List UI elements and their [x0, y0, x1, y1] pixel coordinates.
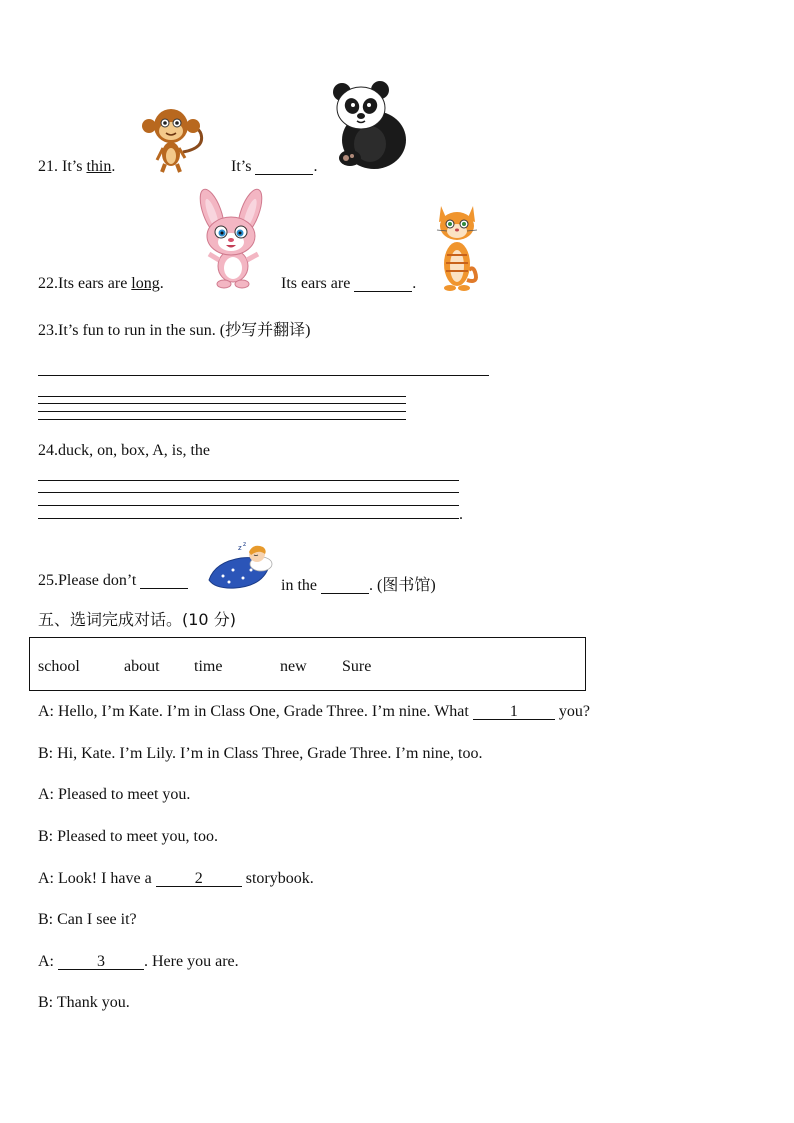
q25-prefix: 25.Please don’t: [38, 572, 137, 589]
dialog-blank-1[interactable]: [473, 704, 555, 720]
question-22-answer: [281, 275, 416, 293]
q25-answer-blank-2[interactable]: [321, 578, 369, 594]
q21-prefix-2: It’s: [231, 158, 252, 175]
dialog-blank-2[interactable]: [156, 871, 242, 887]
q22-word: long: [131, 275, 160, 292]
q21-number: 21.: [38, 158, 58, 175]
dialog-line-8: B: Thank you.: [38, 994, 130, 1011]
question-21: [38, 158, 115, 176]
cat-icon: [433, 200, 481, 292]
q21-dot: .: [111, 158, 116, 175]
dialog-line-3: A: Pleased to meet you.: [38, 786, 191, 803]
q23-answer-line-4[interactable]: [38, 411, 406, 412]
dialog-line-5: A: Look! I have a 2 storybook.: [38, 870, 314, 887]
svg-text:z: z: [243, 541, 247, 548]
word-box-item: school: [38, 658, 80, 675]
question-22: [38, 275, 164, 293]
monkey-icon: [135, 108, 210, 174]
dialog-blank-3[interactable]: [58, 954, 144, 970]
q24-text: 24.duck, on, box, A, is, the: [38, 442, 210, 459]
q21-prefix: It’s: [62, 158, 83, 175]
blank-number-1: 1: [509, 703, 518, 720]
q21-word: thin: [86, 158, 112, 175]
dialog-line-7: A: 3 . Here you are.: [38, 953, 239, 970]
q22-prefix-2: Its ears are: [281, 275, 351, 292]
q24-answer-line-1[interactable]: [38, 480, 459, 481]
rabbit-icon: [190, 188, 272, 290]
q25-end: . (图书馆): [369, 577, 436, 594]
q22-answer-blank[interactable]: [354, 276, 412, 292]
question-25-rest: [281, 572, 436, 595]
q21-dot-2: .: [313, 158, 318, 175]
blank-number-2: 2: [194, 870, 203, 887]
q24-answer-line-4[interactable]: [38, 518, 459, 519]
q25-middle: in the: [281, 577, 317, 594]
q23-answer-line-3[interactable]: [38, 403, 406, 404]
dialog-line-4: B: Pleased to meet you, too.: [38, 828, 218, 845]
question-21-answer: [231, 158, 317, 176]
word-box-item: time: [194, 658, 223, 675]
dialog-line-2: B: Hi, Kate. I’m Lily. I’m in Class Three, Grade Three. I’m nine, too.: [38, 745, 483, 762]
word-box-item: new: [280, 658, 307, 675]
q25-answer-blank-1[interactable]: [140, 573, 188, 589]
panda-icon: [328, 78, 408, 171]
q22-dot-2: .: [412, 275, 417, 292]
word-box: [29, 637, 586, 691]
dialog-line-1: A: Hello, I’m Kate. I’m in Class One, Grade Three. I’m nine. What 1 you?: [38, 703, 590, 720]
q23-answer-line-1[interactable]: [38, 375, 489, 376]
q23-answer-line-2[interactable]: [38, 396, 406, 397]
sleeping-child-icon: [205, 540, 275, 590]
question-24: [38, 442, 210, 460]
q23-text: 23.It’s fun to run in the sun. (抄写并翻译): [38, 322, 311, 339]
dialog-line-6: B: Can I see it?: [38, 911, 137, 928]
q23-answer-line-5[interactable]: [38, 419, 406, 420]
q21-answer-blank[interactable]: [255, 159, 313, 175]
section-5-title: 五、选词完成对话。(10 分): [38, 610, 236, 629]
svg-text:z: z: [238, 544, 242, 552]
q24-answer-line-3[interactable]: [38, 505, 459, 506]
q24-end-dot: .: [459, 506, 463, 523]
question-23: [38, 317, 310, 340]
word-box-item: Sure: [342, 658, 372, 675]
question-25: [38, 572, 188, 590]
q22-prefix: 22.Its ears are: [38, 275, 128, 292]
q22-dot: .: [159, 275, 164, 292]
blank-number-3: 3: [97, 953, 105, 970]
word-box-item: about: [124, 658, 160, 675]
q24-answer-line-2[interactable]: [38, 492, 459, 493]
